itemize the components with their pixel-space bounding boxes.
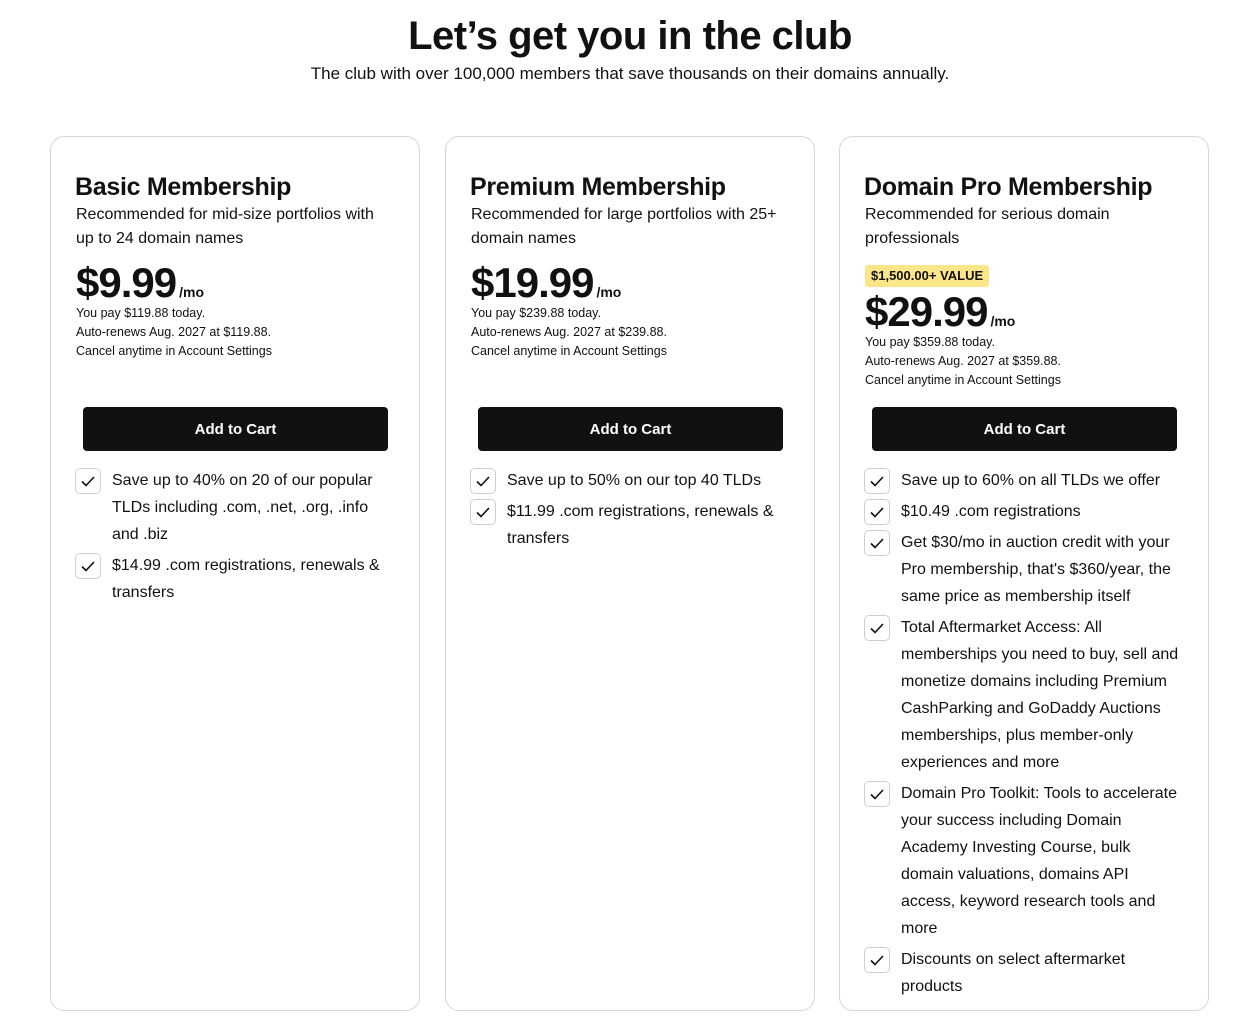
check-icon	[470, 499, 496, 525]
feature-text: Save up to 40% on 20 of our popular TLDs including .com, .net, .org, .info and .biz	[112, 472, 373, 543]
price-period: /mo	[596, 284, 622, 300]
feature-item	[75, 552, 397, 606]
feature-text: Domain Pro Toolkit: Tools to accelerate your success including Domain Academy Investing Course, bulk domain valuations, domains API access, keyword research tools and more	[901, 785, 1177, 937]
feature-text: $10.49 .com registrations	[901, 503, 1081, 520]
feature-text: Save up to 60% on all TLDs we offer	[901, 472, 1161, 489]
check-icon	[864, 499, 890, 525]
auto-renew-text: Auto-renews Aug. 2027 at $119.88.	[76, 325, 272, 339]
plan-description: Recommended for large portfolios with 25+ domain names	[471, 206, 777, 247]
feature-item	[864, 498, 1186, 525]
check-icon	[864, 781, 890, 807]
cancel-text: Cancel anytime in Account Settings	[471, 344, 667, 358]
feature-item	[864, 946, 1186, 1000]
pay-today-text: You pay $359.88 today.	[865, 335, 995, 349]
add-to-cart-button-domain-pro[interactable]: Add to Cart	[872, 407, 1177, 451]
feature-list	[470, 467, 792, 556]
feature-item	[75, 467, 397, 548]
add-to-cart-button-premium[interactable]: Add to Cart	[478, 407, 783, 451]
feature-list	[864, 467, 1186, 1004]
feature-item	[864, 780, 1186, 942]
price-period: /mo	[990, 313, 1016, 329]
auto-renew-text: Auto-renews Aug. 2027 at $359.88.	[865, 354, 1061, 368]
plan-name: Premium Membership	[470, 173, 726, 201]
pay-today-text: You pay $239.88 today.	[471, 306, 601, 320]
plan-description: Recommended for mid-size portfolios with up to 24 domain names	[76, 206, 374, 247]
feature-text: $14.99 .com registrations, renewals & transfers	[112, 557, 380, 601]
check-icon	[864, 530, 890, 556]
feature-list	[75, 467, 397, 610]
feature-text: Save up to 50% on our top 40 TLDs	[507, 472, 762, 489]
page-subtitle: The club with over 100,000 members that save thousands on their domains annually.	[310, 64, 950, 83]
page-title: Let’s get you in the club	[408, 14, 852, 58]
check-icon	[864, 947, 890, 973]
price-row	[471, 259, 621, 307]
feature-item	[864, 614, 1186, 776]
feature-text: $11.99 .com registrations, renewals & transfers	[507, 503, 774, 547]
price-row	[76, 259, 204, 307]
price-period: /mo	[179, 284, 204, 300]
feature-text: Discounts on select aftermarket products	[901, 951, 1126, 995]
feature-item	[470, 498, 792, 552]
cancel-text: Cancel anytime in Account Settings	[76, 344, 272, 358]
plan-card-basic	[50, 136, 420, 1011]
value-badge: $1,500.00+ VALUE	[865, 265, 989, 287]
check-icon	[75, 468, 101, 494]
pay-today-text: You pay $119.88 today.	[76, 306, 206, 320]
plan-price: $29.99	[865, 288, 988, 335]
plan-name: Basic Membership	[75, 173, 292, 201]
feature-item	[864, 529, 1186, 610]
add-to-cart-button-basic[interactable]: Add to Cart	[83, 407, 388, 451]
plan-card-domain-pro	[839, 136, 1209, 1011]
feature-item	[470, 467, 792, 494]
check-icon	[864, 615, 890, 641]
plan-description: Recommended for serious domain professionals	[865, 206, 1110, 247]
plan-card-premium	[445, 136, 815, 1011]
feature-text: Total Aftermarket Access: All memberships you need to buy, sell and monetize domains including Premium CashParking and GoDaddy Auctions memberships, plus member-only experiences and more	[901, 619, 1179, 771]
check-icon	[470, 468, 496, 494]
plan-price: $9.99	[76, 259, 177, 306]
plan-name: Domain Pro Membership	[864, 173, 1153, 201]
feature-text: Get $30/mo in auction credit with your Pro membership, that's $360/year, the same price as membership itself	[901, 534, 1171, 605]
price-row	[865, 288, 1015, 336]
check-icon	[864, 468, 890, 494]
feature-item	[864, 467, 1186, 494]
auto-renew-text: Auto-renews Aug. 2027 at $239.88.	[471, 325, 667, 339]
plan-price: $19.99	[471, 259, 594, 306]
check-icon	[75, 553, 101, 579]
cancel-text: Cancel anytime in Account Settings	[865, 373, 1061, 387]
